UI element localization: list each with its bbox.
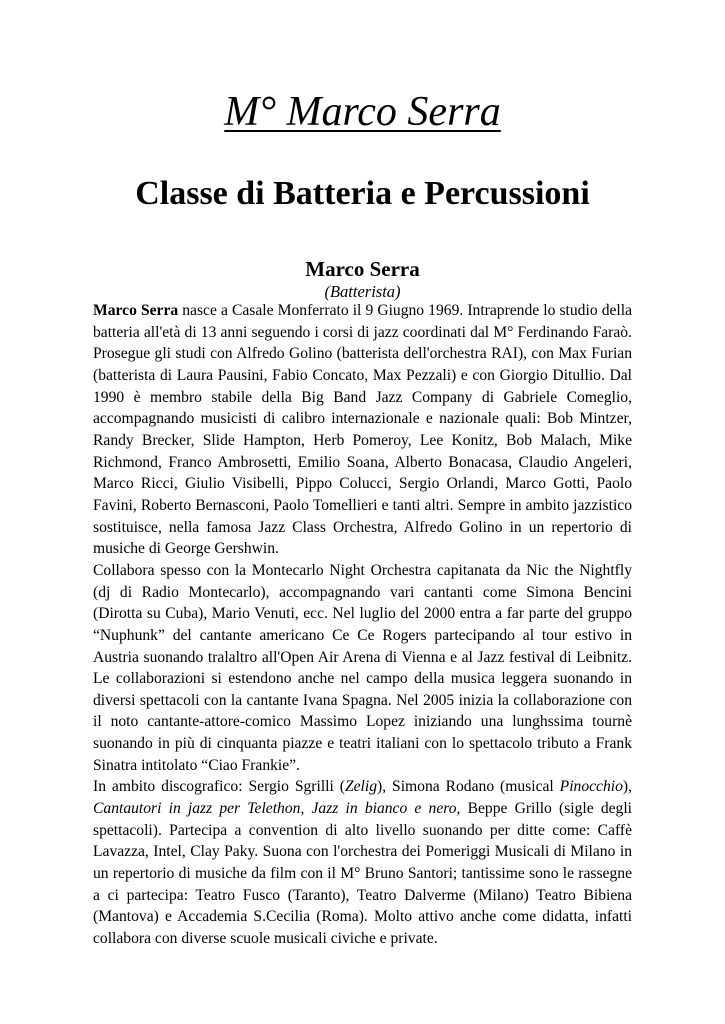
biography-body — [93, 300, 632, 950]
paragraph-3-text-3: ), — [622, 778, 632, 796]
bio-name-heading: Marco Serra — [305, 257, 420, 281]
paragraph-2: Collabora spesso con la Montecarlo Night Orchestra capitanata da Nic the Nightfly (dj di Radio Montecarlo), accompagnando vari cantanti come Simona Bencini (Dirotta su Cuba), Mario Venuti, ecc. Nel luglio del 2000 entra a far parte del gruppo “Nuphunk” del cantante americano Ce Ce Rogers partecipando al tour estivo in Austria suonando tralaltro all'Open Air Arena di Vienna e al Jazz festival di Leibnitz. Le collaborazioni si estendono anche nel campo della musica leggera suonando in diversi spettacoli con la cantante Ivana Spagna. Nel 2005 inizia la collaborazione con il noto cantante-attore-comico Massimo Lopez iniziando una lunghssima tournè suonando in più di cinquanta piazze e teatri italiani con lo spettacolo tributo a Frank Sinatra intitolato “Ciao Frankie”. — [93, 561, 632, 774]
paragraph-3-text-1: In ambito discografico: Sergio Sgrilli ( — [93, 778, 345, 796]
paragraph-3-italic-2: Pinocchio — [559, 778, 623, 796]
paragraph-3-text-4: , — [300, 800, 312, 818]
class-title: Classe di Batteria e Percussioni — [135, 175, 590, 212]
paragraph-1-text: nasce a Casale Monferrato il 9 Giugno 1969. Intraprende lo studio della batteria all'età di 13 anni seguendo i corsi di jazz coordinati dal M° Ferdinando Faraò. Prosegue gli studi con Alfredo Golino (batterista dell'orchestra RAI), con Max Furian (batterista di Laura Pausini, Fabio Concato, Max Pezzali) e con Giorgio Ditullio. Dal 1990 è membro stabile della Big Band Jazz Company di Gabriele Comeglio, accompagnando musicisti di calibro internazionale e nazionale quali: Bob Mintzer, Randy Brecker, Slide Hampton, Herb Pomeroy, Lee Konitz, Bob Malach, Mike Richmond, Franco Ambrosetti, Emilio Soana, Alberto Bonacasa, Claudio Angeleri, Marco Ricci, Giulio Visibelli, Pippo Colucci, Sergio Orlandi, Marco Gotti, Paolo Favini, Roberto Bernasconi, Paolo Tomellieri e tanti altri. Sempre in ambito jazzistico sostituisce, nella famosa Jazz Class Orchestra, Alfredo Golino in un repertorio di musiche di George Gershwin. — [93, 302, 632, 558]
paragraph-1-lead-name: Marco Serra — [93, 302, 179, 319]
paragraph-3-italic-4: Jazz in bianco e nero — [311, 800, 457, 818]
paragraph-3-text-2: ), Simona Rodano (musical — [377, 778, 560, 796]
paragraph-1 — [93, 300, 632, 560]
paragraph-3 — [93, 776, 632, 949]
main-title: M° Marco Serra — [224, 89, 501, 135]
paragraph-3-italic-3: Cantautori in jazz per Telethon — [93, 800, 301, 818]
bio-role-subheading: (Batterista) — [324, 282, 401, 301]
paragraph-3-italic-1: Zelig — [344, 778, 378, 796]
paragraph-3-text-5: , Beppe Grillo (sigle degli spettacoli). Partecipa a convention di alto livello suonando per ditte come: Caffè Lavazza, Intel, Clay Paky. Suona con l'orchestra dei Pomeriggi Musicali di Milano in un repertorio di musiche da film con il M° Bruno Santori; tantissime sono le rassegne a ci partecipa: Teatro Fusco (Taranto), Teatro Dalverme (Milano) Teatro Bibiena (Mantova) e Accademia S.Cecilia (Roma). Molto attivo anche come didatta, infatti collabora con diverse scuole musicali civiche e private. — [93, 800, 633, 948]
